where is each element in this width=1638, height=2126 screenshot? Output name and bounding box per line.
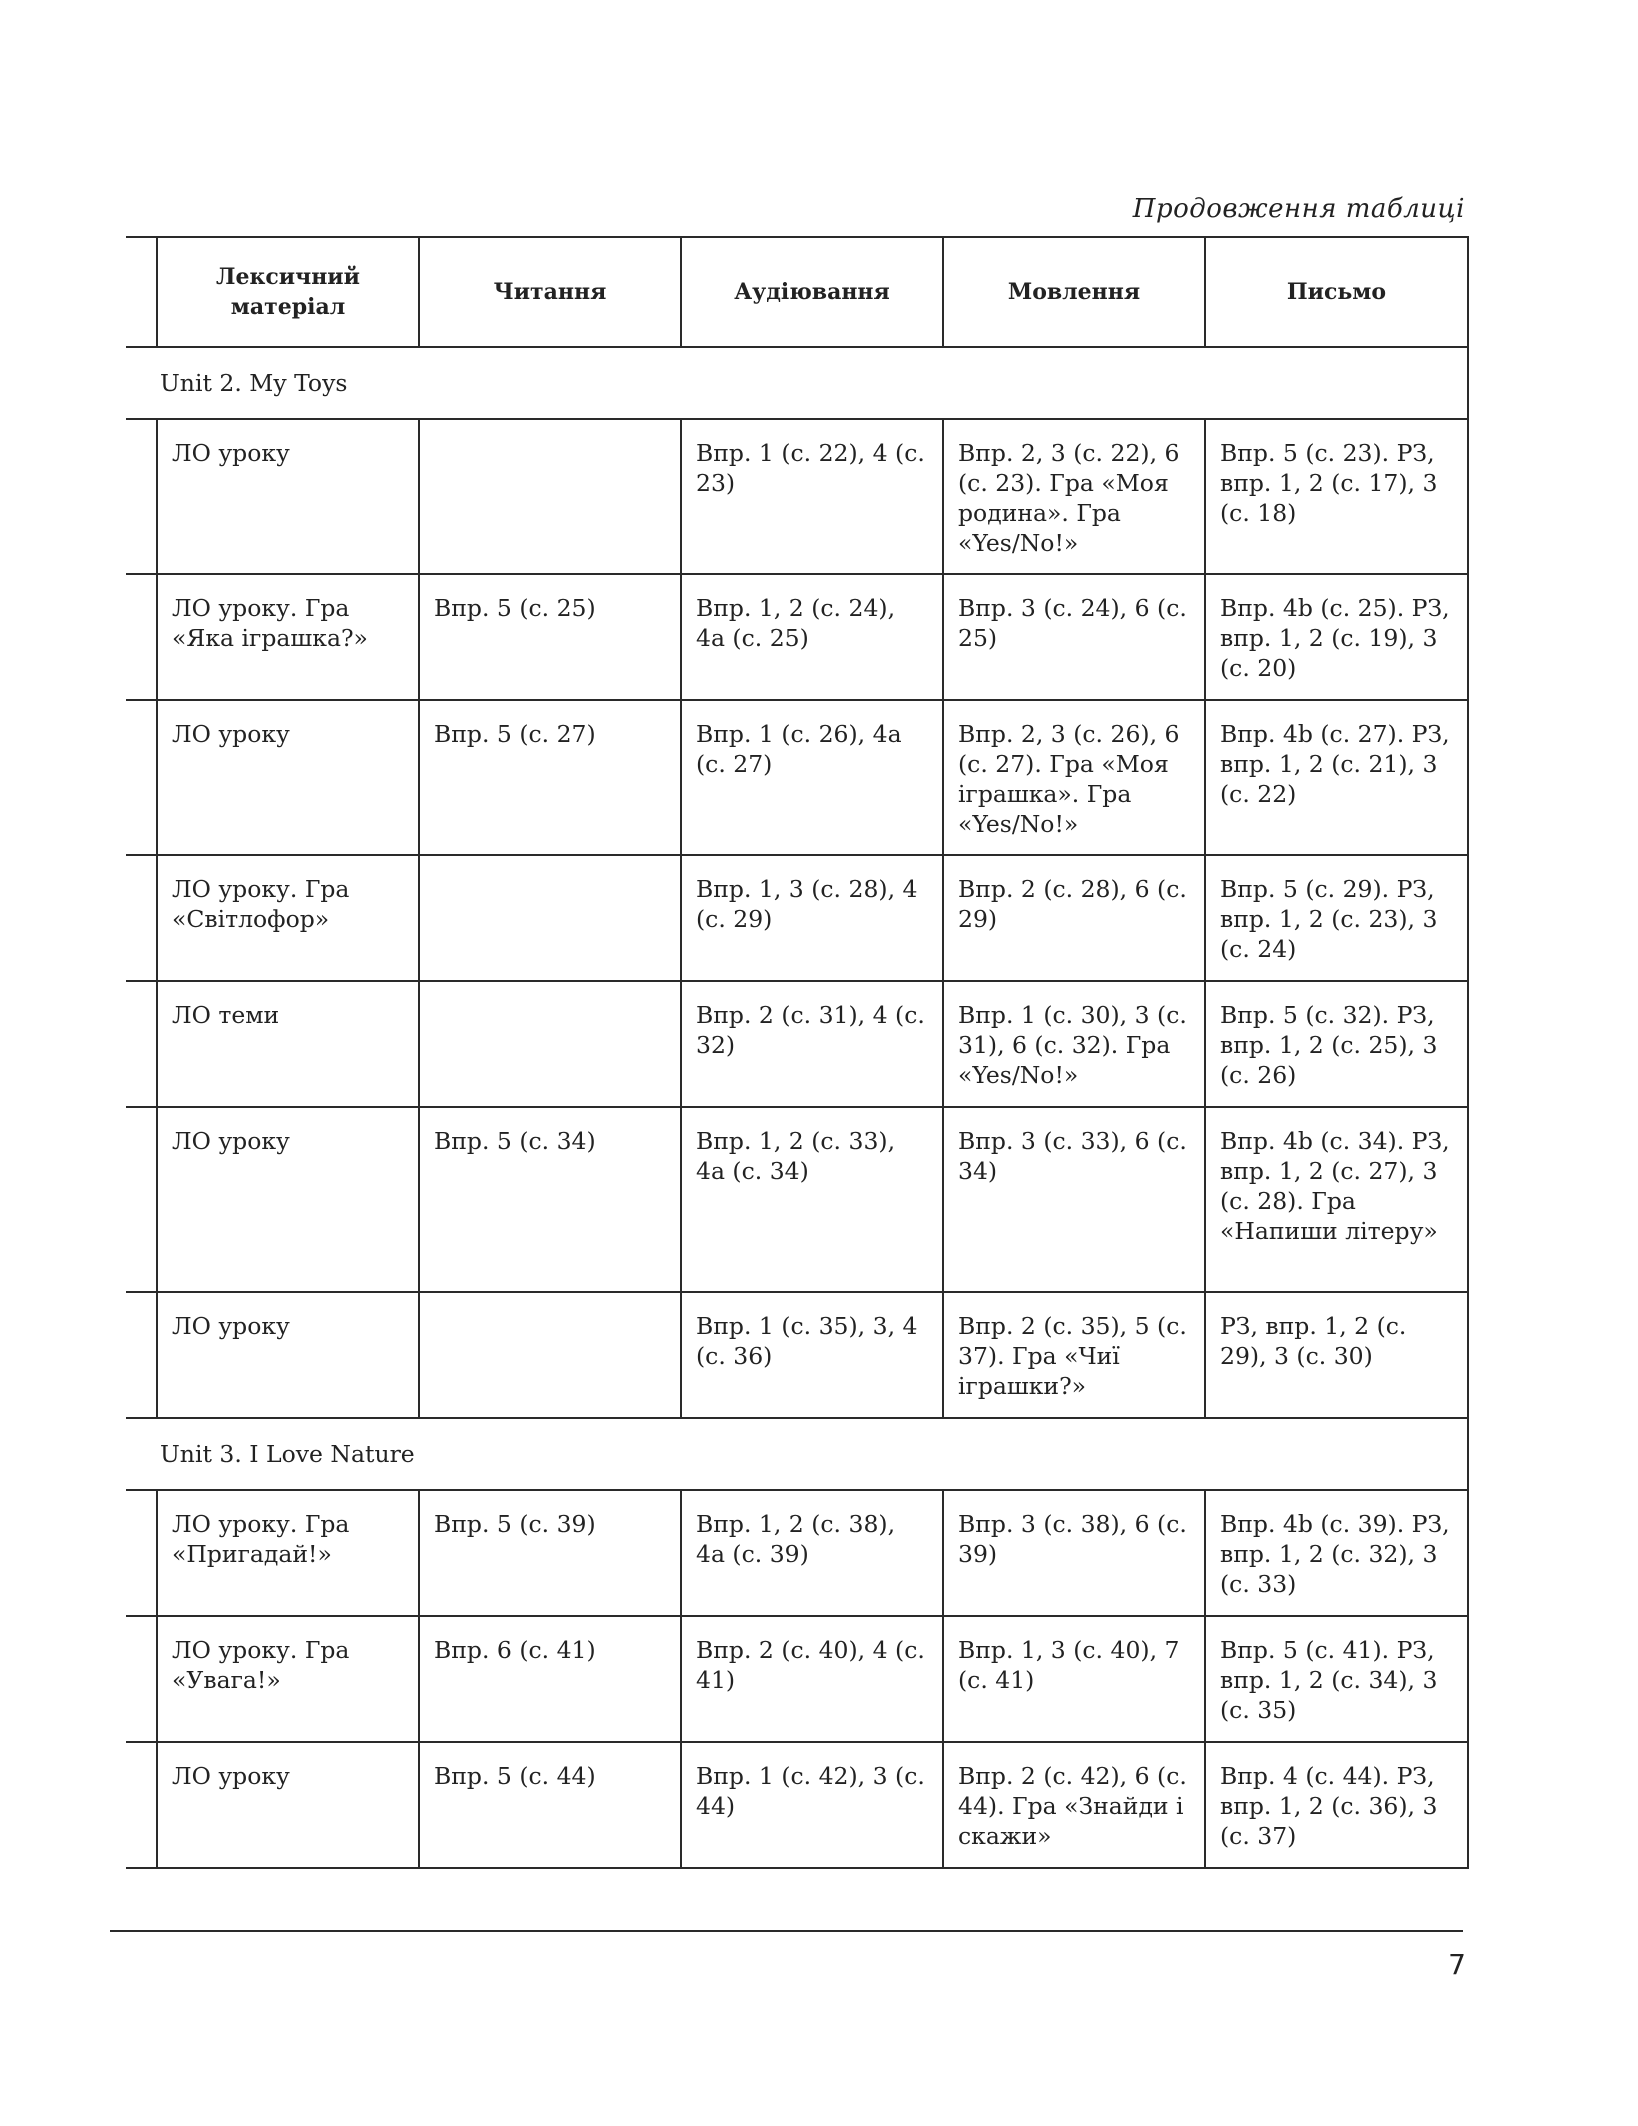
cell-reading bbox=[419, 855, 681, 981]
gutter-cell bbox=[126, 419, 157, 574]
cell-listening: Впр. 1, 2 (с. 38), 4a (с. 39) bbox=[681, 1490, 943, 1616]
gutter-cell bbox=[126, 1490, 157, 1616]
table-row bbox=[126, 1742, 1468, 1868]
cell-reading: Впр. 5 (с. 39) bbox=[419, 1490, 681, 1616]
cell-reading bbox=[419, 1292, 681, 1418]
table-row bbox=[126, 1490, 1468, 1616]
cell-speaking: Впр. 2, 3 (с. 22), 6 (с. 23). Гра «Моя родина». Гра «Yes/No!» bbox=[943, 419, 1205, 574]
cell-writing: Впр. 5 (с. 23). РЗ, впр. 1, 2 (с. 17), 3 (с. 18) bbox=[1205, 419, 1468, 574]
cell-speaking: Впр. 2 (с. 35), 5 (с. 37). Гра «Чиї іграшки?» bbox=[943, 1292, 1205, 1418]
gutter-cell bbox=[126, 1107, 157, 1292]
cell-reading: Впр. 5 (с. 27) bbox=[419, 700, 681, 855]
cell-listening: Впр. 1 (с. 42), 3 (с. 44) bbox=[681, 1742, 943, 1868]
cell-speaking: Впр. 1, 3 (с. 40), 7 (с. 41) bbox=[943, 1616, 1205, 1742]
unit-title-text: Unit 3. I Love Nature bbox=[160, 1440, 415, 1468]
cell-reading bbox=[419, 981, 681, 1107]
cell-writing: Впр. 4b (с. 27). РЗ, впр. 1, 2 (с. 21), 3 (с. 22) bbox=[1205, 700, 1468, 855]
cell-writing: Впр. 4b (с. 39). РЗ, впр. 1, 2 (с. 32), 3 (с. 33) bbox=[1205, 1490, 1468, 1616]
cell-lexical: ЛО уроку bbox=[157, 419, 419, 574]
gutter-cell bbox=[126, 1742, 157, 1868]
cell-writing: Впр. 5 (с. 29). РЗ, впр. 1, 2 (с. 23), 3 (с. 24) bbox=[1205, 855, 1468, 981]
cell-lexical: ЛО уроку bbox=[157, 700, 419, 855]
cell-listening: Впр. 1, 2 (с. 24), 4a (с. 25) bbox=[681, 574, 943, 700]
table-row bbox=[126, 419, 1468, 574]
cell-speaking: Впр. 2 (с. 42), 6 (с. 44). Гра «Знайди і скажи» bbox=[943, 1742, 1205, 1868]
cell-reading: Впр. 5 (с. 44) bbox=[419, 1742, 681, 1868]
cell-listening: Впр. 2 (с. 31), 4 (с. 32) bbox=[681, 981, 943, 1107]
unit-title-row bbox=[126, 1418, 1468, 1490]
gutter-cell bbox=[126, 574, 157, 700]
header-speaking: Мовлення bbox=[943, 237, 1205, 347]
cell-speaking: Впр. 3 (с. 24), 6 (с. 25) bbox=[943, 574, 1205, 700]
cell-lexical: ЛО уроку bbox=[157, 1742, 419, 1868]
cell-listening: Впр. 1 (с. 35), 3, 4 (с. 36) bbox=[681, 1292, 943, 1418]
cell-lexical: ЛО уроку bbox=[157, 1107, 419, 1292]
header-gutter-cell bbox=[126, 237, 157, 347]
cell-listening: Впр. 1 (с. 22), 4 (с. 23) bbox=[681, 419, 943, 574]
cell-listening: Впр. 1, 3 (с. 28), 4 (с. 29) bbox=[681, 855, 943, 981]
header-writing: Письмо bbox=[1205, 237, 1468, 347]
cell-listening: Впр. 1 (с. 26), 4a (с. 27) bbox=[681, 700, 943, 855]
table-header-row bbox=[126, 237, 1468, 347]
table-row bbox=[126, 1292, 1468, 1418]
table-row bbox=[126, 1107, 1468, 1292]
table-row bbox=[126, 981, 1468, 1107]
cell-lexical: ЛО уроку. Гра «Пригадай!» bbox=[157, 1490, 419, 1616]
cell-lexical: ЛО уроку. Гра «Світлофор» bbox=[157, 855, 419, 981]
unit-title-row bbox=[126, 347, 1468, 419]
table-row bbox=[126, 855, 1468, 981]
cell-writing: РЗ, впр. 1, 2 (с. 29), 3 (с. 30) bbox=[1205, 1292, 1468, 1418]
unit-title bbox=[126, 347, 1468, 419]
cell-reading: Впр. 5 (с. 25) bbox=[419, 574, 681, 700]
cell-lexical: ЛО уроку bbox=[157, 1292, 419, 1418]
unit-title-text: Unit 2. My Toys bbox=[160, 369, 348, 397]
cell-reading: Впр. 5 (с. 34) bbox=[419, 1107, 681, 1292]
cell-speaking: Впр. 1 (с. 30), 3 (с. 31), 6 (с. 32). Гра «Yes/No!» bbox=[943, 981, 1205, 1107]
cell-writing: Впр. 5 (с. 32). РЗ, впр. 1, 2 (с. 25), 3 (с. 26) bbox=[1205, 981, 1468, 1107]
table-continuation-caption: Продовження таблиці bbox=[1132, 194, 1465, 224]
cell-speaking: Впр. 2, 3 (с. 26), 6 (с. 27). Гра «Моя іграшка». Гра «Yes/No!» bbox=[943, 700, 1205, 855]
lesson-plan-table bbox=[126, 236, 1469, 1869]
cell-lexical: ЛО уроку. Гра «Яка іграшка?» bbox=[157, 574, 419, 700]
gutter-cell bbox=[126, 700, 157, 855]
header-listening: Аудіювання bbox=[681, 237, 943, 347]
cell-listening: Впр. 2 (с. 40), 4 (с. 41) bbox=[681, 1616, 943, 1742]
gutter-cell bbox=[126, 981, 157, 1107]
cell-writing: Впр. 4 (с. 44). РЗ, впр. 1, 2 (с. 36), 3 (с. 37) bbox=[1205, 1742, 1468, 1868]
cell-writing: Впр. 5 (с. 41). РЗ, впр. 1, 2 (с. 34), 3 (с. 35) bbox=[1205, 1616, 1468, 1742]
gutter-cell bbox=[126, 1616, 157, 1742]
table-row bbox=[126, 574, 1468, 700]
footer-divider bbox=[110, 1930, 1463, 1932]
gutter-cell bbox=[126, 855, 157, 981]
cell-lexical: ЛО уроку. Гра «Увага!» bbox=[157, 1616, 419, 1742]
cell-speaking: Впр. 3 (с. 38), 6 (с. 39) bbox=[943, 1490, 1205, 1616]
cell-writing: Впр. 4b (с. 25). РЗ, впр. 1, 2 (с. 19), 3 (с. 20) bbox=[1205, 574, 1468, 700]
cell-lexical: ЛО теми bbox=[157, 981, 419, 1107]
table-row bbox=[126, 700, 1468, 855]
unit-title bbox=[126, 1418, 1468, 1490]
cell-reading: Впр. 6 (с. 41) bbox=[419, 1616, 681, 1742]
page-number: 7 bbox=[1448, 1948, 1466, 1981]
cell-writing: Впр. 4b (с. 34). РЗ, впр. 1, 2 (с. 27), 3 (с. 28). Гра «Напиши літеру» bbox=[1205, 1107, 1468, 1292]
header-reading: Читання bbox=[419, 237, 681, 347]
cell-listening: Впр. 1, 2 (с. 33), 4a (с. 34) bbox=[681, 1107, 943, 1292]
cell-reading bbox=[419, 419, 681, 574]
cell-speaking: Впр. 2 (с. 28), 6 (с. 29) bbox=[943, 855, 1205, 981]
cell-speaking: Впр. 3 (с. 33), 6 (с. 34) bbox=[943, 1107, 1205, 1292]
header-lexical: Лексичний матеріал bbox=[157, 237, 419, 347]
gutter-cell bbox=[126, 1292, 157, 1418]
table-row bbox=[126, 1616, 1468, 1742]
